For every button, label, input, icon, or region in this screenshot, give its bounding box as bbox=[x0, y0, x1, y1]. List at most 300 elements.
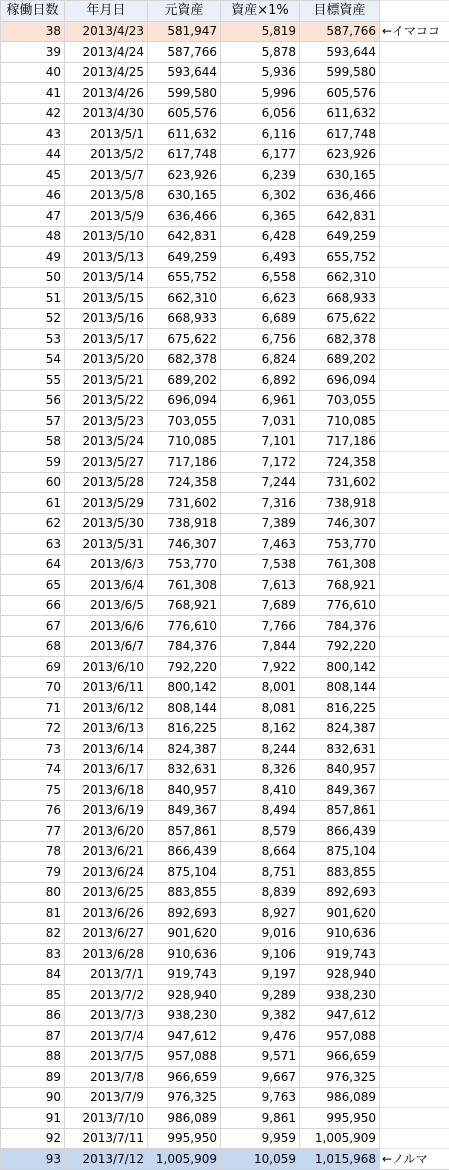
cell-target-assets[interactable]: 875,104 bbox=[300, 841, 380, 862]
cell-assets-1pct[interactable]: 8,001 bbox=[221, 677, 300, 698]
cell-working-day[interactable]: 74 bbox=[1, 759, 65, 780]
cell-base-assets[interactable]: 623,926 bbox=[148, 165, 221, 186]
cell-target-assets[interactable]: 753,770 bbox=[300, 534, 380, 555]
cell-working-day[interactable]: 78 bbox=[1, 841, 65, 862]
cell-date[interactable]: 2013/6/19 bbox=[65, 800, 148, 821]
cell-note[interactable] bbox=[380, 370, 449, 391]
cell-target-assets[interactable]: 866,439 bbox=[300, 821, 380, 842]
cell-working-day[interactable]: 92 bbox=[1, 1128, 65, 1149]
cell-base-assets[interactable]: 938,230 bbox=[148, 1005, 221, 1026]
cell-assets-1pct[interactable]: 10,059 bbox=[221, 1149, 300, 1170]
cell-base-assets[interactable]: 875,104 bbox=[148, 862, 221, 883]
cell-assets-1pct[interactable]: 6,116 bbox=[221, 124, 300, 145]
cell-date[interactable]: 2013/5/30 bbox=[65, 513, 148, 534]
cell-target-assets[interactable]: 947,612 bbox=[300, 1005, 380, 1026]
cell-assets-1pct[interactable]: 9,667 bbox=[221, 1067, 300, 1088]
cell-note[interactable]: ←ノルマ bbox=[380, 1149, 449, 1170]
cell-working-day[interactable]: 43 bbox=[1, 124, 65, 145]
cell-base-assets[interactable]: 593,644 bbox=[148, 62, 221, 83]
cell-base-assets[interactable]: 630,165 bbox=[148, 185, 221, 206]
cell-date[interactable]: 2013/6/12 bbox=[65, 698, 148, 719]
cell-base-assets[interactable]: 832,631 bbox=[148, 759, 221, 780]
cell-target-assets[interactable]: 717,186 bbox=[300, 431, 380, 452]
cell-date[interactable]: 2013/7/8 bbox=[65, 1067, 148, 1088]
cell-working-day[interactable]: 86 bbox=[1, 1005, 65, 1026]
cell-working-day[interactable]: 80 bbox=[1, 882, 65, 903]
cell-date[interactable]: 2013/5/23 bbox=[65, 411, 148, 432]
cell-date[interactable]: 2013/7/1 bbox=[65, 964, 148, 985]
cell-working-day[interactable]: 52 bbox=[1, 308, 65, 329]
cell-target-assets[interactable]: 662,310 bbox=[300, 267, 380, 288]
cell-note[interactable] bbox=[380, 903, 449, 924]
cell-date[interactable]: 2013/5/29 bbox=[65, 493, 148, 514]
cell-assets-1pct[interactable]: 6,239 bbox=[221, 165, 300, 186]
cell-date[interactable]: 2013/5/13 bbox=[65, 247, 148, 268]
cell-target-assets[interactable]: 776,610 bbox=[300, 595, 380, 616]
cell-note[interactable] bbox=[380, 1026, 449, 1047]
cell-base-assets[interactable]: 995,950 bbox=[148, 1128, 221, 1149]
cell-target-assets[interactable]: 696,094 bbox=[300, 370, 380, 391]
cell-base-assets[interactable]: 605,576 bbox=[148, 103, 221, 124]
cell-base-assets[interactable]: 901,620 bbox=[148, 923, 221, 944]
cell-assets-1pct[interactable]: 6,824 bbox=[221, 349, 300, 370]
cell-working-day[interactable]: 44 bbox=[1, 144, 65, 165]
cell-assets-1pct[interactable]: 8,839 bbox=[221, 882, 300, 903]
cell-base-assets[interactable]: 746,307 bbox=[148, 534, 221, 555]
cell-assets-1pct[interactable]: 9,289 bbox=[221, 985, 300, 1006]
cell-base-assets[interactable]: 849,367 bbox=[148, 800, 221, 821]
cell-assets-1pct[interactable]: 8,494 bbox=[221, 800, 300, 821]
cell-assets-1pct[interactable]: 6,689 bbox=[221, 308, 300, 329]
cell-date[interactable]: 2013/5/22 bbox=[65, 390, 148, 411]
cell-working-day[interactable]: 42 bbox=[1, 103, 65, 124]
cell-working-day[interactable]: 63 bbox=[1, 534, 65, 555]
cell-note[interactable] bbox=[380, 636, 449, 657]
cell-working-day[interactable]: 59 bbox=[1, 452, 65, 473]
cell-note[interactable] bbox=[380, 718, 449, 739]
cell-target-assets[interactable]: 605,576 bbox=[300, 83, 380, 104]
cell-working-day[interactable]: 65 bbox=[1, 575, 65, 596]
cell-working-day[interactable]: 73 bbox=[1, 739, 65, 760]
header-base-assets[interactable]: 元資産 bbox=[148, 1, 221, 22]
cell-target-assets[interactable]: 966,659 bbox=[300, 1046, 380, 1067]
cell-base-assets[interactable]: 587,766 bbox=[148, 42, 221, 63]
cell-date[interactable]: 2013/5/7 bbox=[65, 165, 148, 186]
cell-note[interactable] bbox=[380, 329, 449, 350]
cell-date[interactable]: 2013/7/11 bbox=[65, 1128, 148, 1149]
cell-target-assets[interactable]: 587,766 bbox=[300, 21, 380, 42]
cell-working-day[interactable]: 55 bbox=[1, 370, 65, 391]
cell-assets-1pct[interactable]: 7,922 bbox=[221, 657, 300, 678]
cell-assets-1pct[interactable]: 7,844 bbox=[221, 636, 300, 657]
cell-base-assets[interactable]: 617,748 bbox=[148, 144, 221, 165]
cell-base-assets[interactable]: 800,142 bbox=[148, 677, 221, 698]
cell-working-day[interactable]: 81 bbox=[1, 903, 65, 924]
cell-base-assets[interactable]: 808,144 bbox=[148, 698, 221, 719]
cell-note[interactable] bbox=[380, 1005, 449, 1026]
cell-date[interactable]: 2013/5/15 bbox=[65, 288, 148, 309]
cell-working-day[interactable]: 38 bbox=[1, 21, 65, 42]
cell-note[interactable] bbox=[380, 882, 449, 903]
cell-date[interactable]: 2013/5/8 bbox=[65, 185, 148, 206]
cell-note[interactable] bbox=[380, 1128, 449, 1149]
cell-base-assets[interactable]: 636,466 bbox=[148, 206, 221, 227]
cell-note[interactable] bbox=[380, 513, 449, 534]
cell-working-day[interactable]: 77 bbox=[1, 821, 65, 842]
cell-target-assets[interactable]: 724,358 bbox=[300, 452, 380, 473]
cell-working-day[interactable]: 54 bbox=[1, 349, 65, 370]
cell-working-day[interactable]: 87 bbox=[1, 1026, 65, 1047]
cell-target-assets[interactable]: 938,230 bbox=[300, 985, 380, 1006]
cell-target-assets[interactable]: 919,743 bbox=[300, 944, 380, 965]
cell-assets-1pct[interactable]: 9,571 bbox=[221, 1046, 300, 1067]
cell-working-day[interactable]: 70 bbox=[1, 677, 65, 698]
cell-base-assets[interactable]: 966,659 bbox=[148, 1067, 221, 1088]
cell-note[interactable] bbox=[380, 964, 449, 985]
cell-assets-1pct[interactable]: 6,493 bbox=[221, 247, 300, 268]
cell-target-assets[interactable]: 824,387 bbox=[300, 718, 380, 739]
cell-date[interactable]: 2013/6/10 bbox=[65, 657, 148, 678]
cell-base-assets[interactable]: 611,632 bbox=[148, 124, 221, 145]
cell-assets-1pct[interactable]: 7,316 bbox=[221, 493, 300, 514]
cell-date[interactable]: 2013/6/13 bbox=[65, 718, 148, 739]
cell-note[interactable] bbox=[380, 841, 449, 862]
cell-date[interactable]: 2013/5/17 bbox=[65, 329, 148, 350]
cell-base-assets[interactable]: 824,387 bbox=[148, 739, 221, 760]
cell-base-assets[interactable]: 928,940 bbox=[148, 985, 221, 1006]
cell-target-assets[interactable]: 892,693 bbox=[300, 882, 380, 903]
cell-date[interactable]: 2013/4/23 bbox=[65, 21, 148, 42]
cell-note[interactable] bbox=[380, 124, 449, 145]
cell-note[interactable] bbox=[380, 62, 449, 83]
cell-date[interactable]: 2013/6/21 bbox=[65, 841, 148, 862]
cell-date[interactable]: 2013/4/25 bbox=[65, 62, 148, 83]
cell-working-day[interactable]: 48 bbox=[1, 226, 65, 247]
cell-note[interactable] bbox=[380, 83, 449, 104]
cell-assets-1pct[interactable]: 6,428 bbox=[221, 226, 300, 247]
cell-base-assets[interactable]: 857,861 bbox=[148, 821, 221, 842]
cell-base-assets[interactable]: 883,855 bbox=[148, 882, 221, 903]
cell-assets-1pct[interactable]: 9,476 bbox=[221, 1026, 300, 1047]
cell-assets-1pct[interactable]: 9,106 bbox=[221, 944, 300, 965]
cell-date[interactable]: 2013/6/27 bbox=[65, 923, 148, 944]
cell-assets-1pct[interactable]: 7,244 bbox=[221, 472, 300, 493]
cell-assets-1pct[interactable]: 6,892 bbox=[221, 370, 300, 391]
cell-target-assets[interactable]: 808,144 bbox=[300, 677, 380, 698]
cell-target-assets[interactable]: 636,466 bbox=[300, 185, 380, 206]
cell-base-assets[interactable]: 910,636 bbox=[148, 944, 221, 965]
cell-assets-1pct[interactable]: 7,031 bbox=[221, 411, 300, 432]
cell-note[interactable] bbox=[380, 821, 449, 842]
cell-assets-1pct[interactable]: 6,302 bbox=[221, 185, 300, 206]
cell-base-assets[interactable]: 649,259 bbox=[148, 247, 221, 268]
cell-working-day[interactable]: 89 bbox=[1, 1067, 65, 1088]
cell-working-day[interactable]: 72 bbox=[1, 718, 65, 739]
cell-base-assets[interactable]: 761,308 bbox=[148, 575, 221, 596]
cell-note[interactable] bbox=[380, 144, 449, 165]
cell-date[interactable]: 2013/5/10 bbox=[65, 226, 148, 247]
cell-working-day[interactable]: 61 bbox=[1, 493, 65, 514]
cell-assets-1pct[interactable]: 6,961 bbox=[221, 390, 300, 411]
cell-date[interactable]: 2013/5/16 bbox=[65, 308, 148, 329]
cell-note[interactable] bbox=[380, 944, 449, 965]
cell-note[interactable] bbox=[380, 923, 449, 944]
cell-working-day[interactable]: 84 bbox=[1, 964, 65, 985]
cell-date[interactable]: 2013/6/20 bbox=[65, 821, 148, 842]
cell-working-day[interactable]: 62 bbox=[1, 513, 65, 534]
cell-note[interactable] bbox=[380, 411, 449, 432]
cell-target-assets[interactable]: 986,089 bbox=[300, 1087, 380, 1108]
cell-working-day[interactable]: 64 bbox=[1, 554, 65, 575]
cell-assets-1pct[interactable]: 5,819 bbox=[221, 21, 300, 42]
cell-working-day[interactable]: 90 bbox=[1, 1087, 65, 1108]
cell-target-assets[interactable]: 910,636 bbox=[300, 923, 380, 944]
cell-target-assets[interactable]: 703,055 bbox=[300, 390, 380, 411]
cell-base-assets[interactable]: 753,770 bbox=[148, 554, 221, 575]
cell-note[interactable] bbox=[380, 1046, 449, 1067]
cell-target-assets[interactable]: 995,950 bbox=[300, 1108, 380, 1129]
header-target-assets[interactable]: 目標資産 bbox=[300, 1, 380, 22]
cell-note[interactable] bbox=[380, 226, 449, 247]
cell-base-assets[interactable]: 682,378 bbox=[148, 349, 221, 370]
cell-target-assets[interactable]: 599,580 bbox=[300, 62, 380, 83]
cell-working-day[interactable]: 46 bbox=[1, 185, 65, 206]
cell-working-day[interactable]: 45 bbox=[1, 165, 65, 186]
cell-base-assets[interactable]: 947,612 bbox=[148, 1026, 221, 1047]
cell-target-assets[interactable]: 957,088 bbox=[300, 1026, 380, 1047]
cell-base-assets[interactable]: 668,933 bbox=[148, 308, 221, 329]
cell-date[interactable]: 2013/6/11 bbox=[65, 677, 148, 698]
cell-date[interactable]: 2013/5/20 bbox=[65, 349, 148, 370]
cell-assets-1pct[interactable]: 5,996 bbox=[221, 83, 300, 104]
cell-assets-1pct[interactable]: 5,878 bbox=[221, 42, 300, 63]
cell-assets-1pct[interactable]: 5,936 bbox=[221, 62, 300, 83]
cell-date[interactable]: 2013/6/28 bbox=[65, 944, 148, 965]
cell-base-assets[interactable]: 784,376 bbox=[148, 636, 221, 657]
cell-date[interactable]: 2013/7/9 bbox=[65, 1087, 148, 1108]
cell-note[interactable] bbox=[380, 862, 449, 883]
cell-base-assets[interactable]: 731,602 bbox=[148, 493, 221, 514]
cell-assets-1pct[interactable]: 8,751 bbox=[221, 862, 300, 883]
cell-target-assets[interactable]: 675,622 bbox=[300, 308, 380, 329]
cell-note[interactable] bbox=[380, 780, 449, 801]
cell-assets-1pct[interactable]: 6,558 bbox=[221, 267, 300, 288]
cell-date[interactable]: 2013/4/24 bbox=[65, 42, 148, 63]
cell-note[interactable] bbox=[380, 677, 449, 698]
cell-working-day[interactable]: 76 bbox=[1, 800, 65, 821]
cell-assets-1pct[interactable]: 9,016 bbox=[221, 923, 300, 944]
cell-assets-1pct[interactable]: 7,463 bbox=[221, 534, 300, 555]
cell-date[interactable]: 2013/7/10 bbox=[65, 1108, 148, 1129]
cell-base-assets[interactable]: 675,622 bbox=[148, 329, 221, 350]
cell-base-assets[interactable]: 919,743 bbox=[148, 964, 221, 985]
cell-working-day[interactable]: 88 bbox=[1, 1046, 65, 1067]
cell-working-day[interactable]: 93 bbox=[1, 1149, 65, 1170]
cell-date[interactable]: 2013/6/17 bbox=[65, 759, 148, 780]
cell-target-assets[interactable]: 857,861 bbox=[300, 800, 380, 821]
cell-note[interactable] bbox=[380, 349, 449, 370]
cell-target-assets[interactable]: 649,259 bbox=[300, 226, 380, 247]
cell-target-assets[interactable]: 928,940 bbox=[300, 964, 380, 985]
cell-working-day[interactable]: 47 bbox=[1, 206, 65, 227]
cell-target-assets[interactable]: 1,015,968 bbox=[300, 1149, 380, 1170]
cell-assets-1pct[interactable]: 8,326 bbox=[221, 759, 300, 780]
cell-assets-1pct[interactable]: 9,197 bbox=[221, 964, 300, 985]
cell-note[interactable] bbox=[380, 452, 449, 473]
cell-date[interactable]: 2013/6/26 bbox=[65, 903, 148, 924]
cell-base-assets[interactable]: 642,831 bbox=[148, 226, 221, 247]
cell-target-assets[interactable]: 792,220 bbox=[300, 636, 380, 657]
cell-base-assets[interactable]: 738,918 bbox=[148, 513, 221, 534]
cell-target-assets[interactable]: 784,376 bbox=[300, 616, 380, 637]
cell-date[interactable]: 2013/6/18 bbox=[65, 780, 148, 801]
cell-target-assets[interactable]: 761,308 bbox=[300, 554, 380, 575]
cell-assets-1pct[interactable]: 7,389 bbox=[221, 513, 300, 534]
cell-note[interactable] bbox=[380, 267, 449, 288]
cell-date[interactable]: 2013/5/31 bbox=[65, 534, 148, 555]
cell-assets-1pct[interactable]: 6,365 bbox=[221, 206, 300, 227]
cell-note[interactable] bbox=[380, 1067, 449, 1088]
cell-working-day[interactable]: 39 bbox=[1, 42, 65, 63]
cell-note[interactable] bbox=[380, 390, 449, 411]
cell-date[interactable]: 2013/7/4 bbox=[65, 1026, 148, 1047]
cell-base-assets[interactable]: 792,220 bbox=[148, 657, 221, 678]
cell-date[interactable]: 2013/5/1 bbox=[65, 124, 148, 145]
header-blank[interactable] bbox=[380, 1, 449, 22]
cell-date[interactable]: 2013/5/27 bbox=[65, 452, 148, 473]
cell-base-assets[interactable]: 689,202 bbox=[148, 370, 221, 391]
cell-note[interactable] bbox=[380, 1108, 449, 1129]
cell-base-assets[interactable]: 976,325 bbox=[148, 1087, 221, 1108]
cell-working-day[interactable]: 69 bbox=[1, 657, 65, 678]
cell-working-day[interactable]: 49 bbox=[1, 247, 65, 268]
cell-working-day[interactable]: 60 bbox=[1, 472, 65, 493]
cell-base-assets[interactable]: 703,055 bbox=[148, 411, 221, 432]
cell-working-day[interactable]: 82 bbox=[1, 923, 65, 944]
cell-date[interactable]: 2013/5/14 bbox=[65, 267, 148, 288]
cell-working-day[interactable]: 41 bbox=[1, 83, 65, 104]
cell-note[interactable] bbox=[380, 1087, 449, 1108]
cell-target-assets[interactable]: 1,005,909 bbox=[300, 1128, 380, 1149]
cell-target-assets[interactable]: 849,367 bbox=[300, 780, 380, 801]
cell-base-assets[interactable]: 599,580 bbox=[148, 83, 221, 104]
cell-base-assets[interactable]: 892,693 bbox=[148, 903, 221, 924]
header-working-days[interactable]: 稼働日数 bbox=[1, 1, 65, 22]
cell-date[interactable]: 2013/5/2 bbox=[65, 144, 148, 165]
cell-base-assets[interactable]: 866,439 bbox=[148, 841, 221, 862]
cell-note[interactable] bbox=[380, 534, 449, 555]
cell-working-day[interactable]: 53 bbox=[1, 329, 65, 350]
cell-working-day[interactable]: 71 bbox=[1, 698, 65, 719]
cell-target-assets[interactable]: 883,855 bbox=[300, 862, 380, 883]
cell-target-assets[interactable]: 731,602 bbox=[300, 472, 380, 493]
cell-note[interactable] bbox=[380, 42, 449, 63]
cell-note[interactable] bbox=[380, 472, 449, 493]
cell-target-assets[interactable]: 738,918 bbox=[300, 493, 380, 514]
cell-note[interactable] bbox=[380, 247, 449, 268]
cell-target-assets[interactable]: 816,225 bbox=[300, 698, 380, 719]
cell-working-day[interactable]: 68 bbox=[1, 636, 65, 657]
cell-note[interactable] bbox=[380, 185, 449, 206]
cell-base-assets[interactable]: 710,085 bbox=[148, 431, 221, 452]
cell-target-assets[interactable]: 668,933 bbox=[300, 288, 380, 309]
cell-assets-1pct[interactable]: 6,056 bbox=[221, 103, 300, 124]
cell-date[interactable]: 2013/7/2 bbox=[65, 985, 148, 1006]
cell-date[interactable]: 2013/5/21 bbox=[65, 370, 148, 391]
cell-assets-1pct[interactable]: 7,101 bbox=[221, 431, 300, 452]
cell-note[interactable] bbox=[380, 206, 449, 227]
cell-assets-1pct[interactable]: 9,763 bbox=[221, 1087, 300, 1108]
cell-date[interactable]: 2013/4/30 bbox=[65, 103, 148, 124]
cell-assets-1pct[interactable]: 8,081 bbox=[221, 698, 300, 719]
cell-assets-1pct[interactable]: 7,172 bbox=[221, 452, 300, 473]
cell-date[interactable]: 2013/7/5 bbox=[65, 1046, 148, 1067]
cell-working-day[interactable]: 79 bbox=[1, 862, 65, 883]
cell-base-assets[interactable]: 776,610 bbox=[148, 616, 221, 637]
header-assets-1pct[interactable]: 資産×1% bbox=[221, 1, 300, 22]
cell-target-assets[interactable]: 642,831 bbox=[300, 206, 380, 227]
cell-assets-1pct[interactable]: 7,613 bbox=[221, 575, 300, 596]
cell-note[interactable] bbox=[380, 288, 449, 309]
cell-base-assets[interactable]: 840,957 bbox=[148, 780, 221, 801]
cell-date[interactable]: 2013/6/25 bbox=[65, 882, 148, 903]
cell-target-assets[interactable]: 976,325 bbox=[300, 1067, 380, 1088]
cell-target-assets[interactable]: 630,165 bbox=[300, 165, 380, 186]
cell-date[interactable]: 2013/5/28 bbox=[65, 472, 148, 493]
cell-base-assets[interactable]: 768,921 bbox=[148, 595, 221, 616]
cell-working-day[interactable]: 83 bbox=[1, 944, 65, 965]
cell-assets-1pct[interactable]: 8,244 bbox=[221, 739, 300, 760]
cell-assets-1pct[interactable]: 8,162 bbox=[221, 718, 300, 739]
cell-target-assets[interactable]: 689,202 bbox=[300, 349, 380, 370]
cell-assets-1pct[interactable]: 9,959 bbox=[221, 1128, 300, 1149]
cell-date[interactable]: 2013/6/3 bbox=[65, 554, 148, 575]
cell-note[interactable] bbox=[380, 493, 449, 514]
cell-base-assets[interactable]: 717,186 bbox=[148, 452, 221, 473]
cell-assets-1pct[interactable]: 6,623 bbox=[221, 288, 300, 309]
cell-target-assets[interactable]: 655,752 bbox=[300, 247, 380, 268]
cell-note[interactable]: ←イマココ bbox=[380, 21, 449, 42]
cell-base-assets[interactable]: 986,089 bbox=[148, 1108, 221, 1129]
cell-target-assets[interactable]: 768,921 bbox=[300, 575, 380, 596]
cell-date[interactable]: 2013/7/3 bbox=[65, 1005, 148, 1026]
cell-note[interactable] bbox=[380, 103, 449, 124]
cell-assets-1pct[interactable]: 8,927 bbox=[221, 903, 300, 924]
cell-working-day[interactable]: 50 bbox=[1, 267, 65, 288]
cell-base-assets[interactable]: 662,310 bbox=[148, 288, 221, 309]
cell-base-assets[interactable]: 655,752 bbox=[148, 267, 221, 288]
cell-base-assets[interactable]: 724,358 bbox=[148, 472, 221, 493]
cell-date[interactable]: 2013/6/7 bbox=[65, 636, 148, 657]
cell-assets-1pct[interactable]: 6,177 bbox=[221, 144, 300, 165]
cell-assets-1pct[interactable]: 6,756 bbox=[221, 329, 300, 350]
cell-date[interactable]: 2013/6/4 bbox=[65, 575, 148, 596]
cell-assets-1pct[interactable]: 7,766 bbox=[221, 616, 300, 637]
cell-target-assets[interactable]: 901,620 bbox=[300, 903, 380, 924]
cell-note[interactable] bbox=[380, 985, 449, 1006]
cell-working-day[interactable]: 57 bbox=[1, 411, 65, 432]
cell-base-assets[interactable]: 816,225 bbox=[148, 718, 221, 739]
cell-base-assets[interactable]: 1,005,909 bbox=[148, 1149, 221, 1170]
cell-note[interactable] bbox=[380, 431, 449, 452]
cell-date[interactable]: 2013/6/14 bbox=[65, 739, 148, 760]
cell-target-assets[interactable]: 800,142 bbox=[300, 657, 380, 678]
cell-assets-1pct[interactable]: 8,410 bbox=[221, 780, 300, 801]
cell-target-assets[interactable]: 682,378 bbox=[300, 329, 380, 350]
cell-assets-1pct[interactable]: 9,861 bbox=[221, 1108, 300, 1129]
cell-date[interactable]: 2013/5/9 bbox=[65, 206, 148, 227]
cell-working-day[interactable]: 66 bbox=[1, 595, 65, 616]
